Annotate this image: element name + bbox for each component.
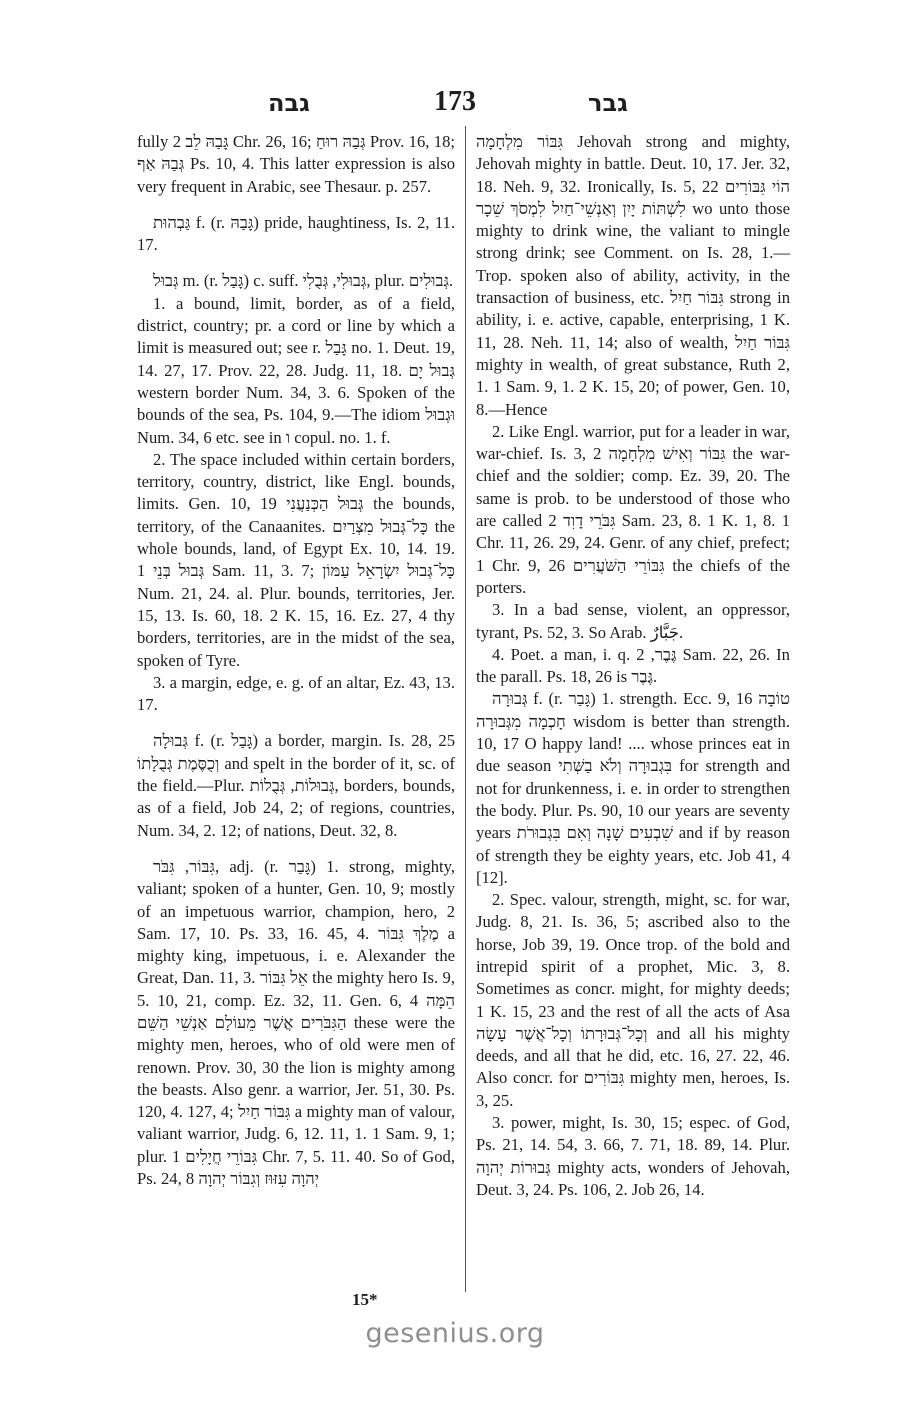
- column-divider: [465, 126, 466, 1292]
- running-head-right: גבר: [588, 89, 628, 117]
- site-watermark: gesenius.org: [365, 1318, 545, 1349]
- entry-gevulah: גְּבוּלָה f. (r. גָּבַל) a border, margin. Is. 28, 25 וְכֻסֶּמֶת גְּבֻלָתוֹ and spelt in the border of it, sc. of the field.—Plur. גְּבוּלוֹת, גְּבֻלוֹת, borders, bounds, as of a field, Job 24, 2; of regions, countries, Num. 34, 2. 12; of nations, Deut. 32, 8.: [137, 731, 455, 840]
- signature-mark: 15*: [352, 1290, 378, 1309]
- entry-gabhut: גַּבְהוּת f. (r. גָּבַהּ) pride, haughtiness, Is. 2, 11. 17.: [137, 212, 455, 255]
- entry-gevul-head: גְּבוּל m. (r. גָּבַל) c. suff. גְּבוּלִי, גְּבֻלִי, plur. גְּבוּלִים.: [153, 271, 454, 291]
- entry-gibbor-sense-2: 2. Like Engl. warrior, put for a leader in war, war-chief. Is. 3, 2 גִּבּוֹר וְאִישׁ מִלְחָמָה the war-chief and the soldier; comp. Ez. 39, 20. The same is prob. to be understood of those who are called גִּבֹּרֵי דָוִד 2 Sam. 23, 8. 1 K. 1, 8. 1 Chr. 11, 26. 29, 24. Genr. of any chief, prefect; 1 Chr. 9, 26 גִּבּוֹרֵי הַשֹּׁעֲרִים the chiefs of the porters.: [476, 421, 790, 597]
- entry-gibbor-continuation: גִּבּוֹר מִלְחָמָה Jehovah strong and mighty, Jehovah mighty in battle. Deut. 10, 17. Jer. 32, 18. Neh. 9, 32. Ironically, Is. 5, 22 הוֹי גִּבּוֹרִים לִשְׁתּוֹת יָיִן וְאַנְשֵׁי־חַיִל לִמְסֹךְ שֵׁכָר wo unto those mighty to drink wine, the valiant to mingle strong drink; see Comment. on Is. 28, 1.—Trop. spoken also of ability, activity, in the transaction of business, etc. גִּבּוֹר חַיִל strong in ability, i. e. active, capable, enterprising, 1 K. 11, 28. Neh. 11, 14; also of wealth, גִּבּוֹר חַיִל mighty in wealth, of great substance, Ruth 2, 1. 1 Sam. 9, 1. 2 K. 15, 20; of power, Gen. 10, 8.—Hence: [476, 132, 790, 419]
- entry-gevul-sense-1: 1. a bound, limit, border, as of a field, district, country; pr. a cord or line by which a limit is measured out; see r. גָּבַל no. 1. Deut. 19, 14. 27, 17. Prov. 22, 28. Judg. 11, 18. גְּבוּל יָם western border Num. 34, 3. 6. Spoken of the bounds of the sea, Ps. 104, 9.—The idiom וּגְבוּל Num. 34, 6 etc. see in ו copul. no. 1. f.: [137, 293, 455, 447]
- page-number: 173: [434, 86, 476, 117]
- entry-gevul-sense-2: 2. The space included within certain borders, territory, country, district, like Engl. bounds, limits. Gen. 10, 19 גְּבוּל הַכְּנַעֲנִי the bounds, territory, of the Canaanites. כָּל־גְּבוּל מִצְרַיִם the whole bounds, land, of Egypt Ex. 10, 14. 19. גְּבוּל בְּנֵי 1 Sam. 11, 3. 7; כָּל־גְּבוּל יִשְׂרָאֵל עַמּוֹן Num. 21, 24. al. Plur. bounds, territories, Jer. 15, 13. Is. 60, 18. 2 K. 15, 16. Ez. 27, 4 thy borders, territories, are in the midst of the sea, spoken of Tyre.: [137, 449, 456, 670]
- entry-gevurah: גְּבוּרָה f. (r. גָּבַר) 1. strength. Ecc. 9, 16 טוֹבָה חָכְמָה מִגְּבוּרָה wisdom is better than strength. 10, 17 O happy land! .... whose princes eat in due season בִּגְבוּרָה וְלֹא בַשְּׁתִי for strength and not for drunkenness, i. e. in order to strengthen the body. Plur. Ps. 90, 10 our years are seventy years שִׁבְעִים שָׁנָה וְאִם בִּגְבוּרֹת and if by reason of strength they be eighty years, etc. Job 41, 4 [12].: [476, 689, 790, 887]
- entry-gevul-sense-3: 3. a margin, edge, e. g. of an altar, Ez. 43, 13. 17.: [137, 672, 455, 715]
- right-column: [476, 131, 790, 1201]
- entry-gibbor: גִּבּוֹר, גִּבֹּר, adj. (r. גָּבַר) 1. strong, mighty, valiant; spoken of a hunter, Gen. 10, 9; mostly of an impetuous warrior, champion, hero, 2 Sam. 17, 10. Ps. 33, 16. 45, 4. מֶלֶךְ גִּבּוֹר a mighty king, impetuous, i. e. Alexander the Great, Dan. 11, 3. אֵל גִּבּוֹר the mighty hero Is. 9, 5. 10, 21, comp. Ez. 32, 11. Gen. 6, 4 הֵמָּה הַגִּבֹּרִים אֲשֶׁר מֵעוֹלָם אַנְשֵׁי הַשֵּׁם these were the mighty men, heroes, who of old were men of renown. Prov. 30, 30 the lion is mighty among the beasts. Also genr. a warrior, Jer. 51, 30. Ps. 120, 4. 127, 4; גִּבּוֹר חַיִל a mighty man of valour, valiant warrior, Judg. 6, 12. 11, 1. 1 Sam. 9, 1; plur. גִּבּוֹרֵי חֲיָלִים 1 Chr. 7, 5. 11. 40. So of God, Ps. 24, 8 יְהוָה עִזּוּז וְגִבּוֹר יְהוָה: [137, 856, 456, 1189]
- entry-gibbor-sense-4: 4. Poet. a man, i. q. גֶּבֶר, 2 Sam. 22, 26. In the parall. Ps. 18, 26 is גֶּבֶר.: [476, 644, 790, 687]
- running-head-left: גבה: [268, 89, 310, 117]
- entry-continuation: fully גָּבַהּ לֵב 2 Chr. 26, 16; גְּבַהּ רוּחַ Prov. 16, 18; גְּבַהּ אַף Ps. 10, 4. This latter expression is also very frequent in Arabic, see Thesaur. p. 257.: [137, 132, 455, 196]
- left-column: [137, 131, 455, 1190]
- entry-gibbor-sense-3: 3. In a bad sense, violent, an oppressor, tyrant, Ps. 52, 3. So Arab. جَبَّارٌ.: [476, 600, 790, 642]
- entry-gevurah-sense-2: 2. Spec. valour, strength, might, sc. for war, Judg. 8, 21. Is. 36, 5; ascribed also to the horse, Job 39, 19. Once trop. of the bold and intrepid spirit of a prophet, Mic. 3, 8. Sometimes as concr. might, for mighty deeds; 1 K. 15, 23 and the rest of all the acts of Asa וְכָל־גְּבוּרָתוֹ וְכָל־אֲשֶׁר עָשָׂה and all his mighty deeds, and all that he did, etc. 16, 27. 22, 46. Also concr. for גִּבּוֹרִים mighty men, heroes, Is. 3, 25.: [476, 890, 790, 1110]
- entry-gevurah-sense-3: 3. power, might, Is. 30, 15; espec. of God, Ps. 21, 14. 54, 3. 66, 7. 71, 18. 89, 14. Plur. גְּבוּרוֹת יְהוָה mighty acts, wonders of Jehovah, Deut. 3, 24. Ps. 106, 2. Job 26, 14.: [476, 1113, 790, 1199]
